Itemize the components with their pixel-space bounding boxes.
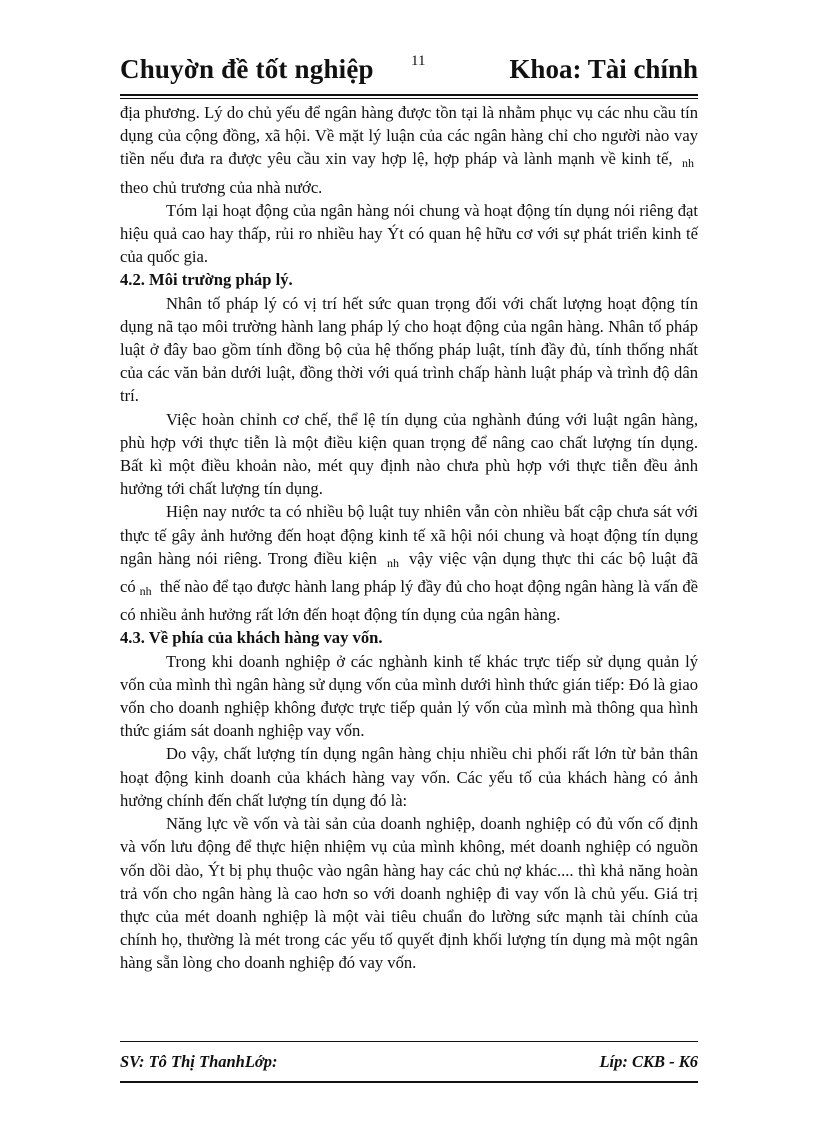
paragraph [120, 500, 698, 626]
footer-rule [120, 1041, 698, 1042]
subscript-fragment: nh [682, 156, 695, 171]
section-heading-4-3: 4.3. Về phía của khách hàng vay vốn. [120, 628, 383, 648]
paragraph: Do vậy, chất lượng tín dụng ngân hàng chịu nhiều chi phối rất lớn từ bản thân hoạt động kinh doanh của khách hàng vay vốn. Các yếu tố của khách hàng có ảnh hưởng chính đến chất lượng tín dụng đó là: [120, 744, 698, 810]
page-footer [120, 1052, 698, 1078]
paragraph-text: theo chủ trương của nhà nước. [120, 177, 323, 197]
page-number: 11 [411, 53, 426, 69]
paragraph: Năng lực về vốn và tài sản của doanh nghiệp, doanh nghiệp có đủ vốn cố định và vốn lưu động để thực hiện nhiệm vụ của mình không, mét doanh nghiệp có nguồn vốn dồi dào, Ýt bị phụ thuộc vào ngân hàng hay các chủ nợ khác.... thì khả năng hoàn trả vốn cho ngân hàng là cao hơn so với doanh nghiệp đi vay vốn là chủ yếu. Giá trị thực của mét doanh nghiệp là một vài tiêu chuẩn đo lường sức mạnh tài chính của chính họ, thường là mét trong các yếu tố quyết định khối lượng tín dụng mà một ngân hàng sẵn lòng cho doanh nghiệp đó vay vốn. [120, 814, 698, 973]
paragraph: Việc hoàn chỉnh cơ chế, thể lệ tín dụng của nghành đúng với luật ngân hàng, phù hợp với thực tiễn là một điều kiện quan trọng để nâng cao chất lượng tín dụng. Bất kì một điều khoản nào, mét quy định nào chưa phù hợp với thực tiễn đều ảnh hưởng tới chất lượng tín dụng. [120, 409, 698, 499]
page-header [120, 52, 698, 92]
page-body [120, 101, 698, 975]
subscript-fragment: nh [386, 555, 399, 570]
paragraph [120, 101, 698, 199]
header-rule [120, 94, 698, 96]
section-heading-4-2: 4.2. Môi trường pháp lý. [120, 270, 293, 290]
footer-rule-thick [120, 1081, 698, 1083]
paragraph-text: thế nào để tạo được hành lang pháp lý đầy đủ cho hoạt động ngân hàng là vấn đề có nhiều ảnh hưởng rất lớn đến hoạt động tín dụng của ngân hàng. [120, 577, 698, 625]
paragraph: Trong khi doanh nghiệp ở các nghành kinh tế khác trực tiếp sử dụng quản lý vốn của mình thì ngân hàng sử dụng vốn của mình dưới hình thức gián tiếp: Đó là giao vốn cho doanh nghiệp không được trực tiếp quản lý vốn của mình mà thông qua hình thức giám sát doanh nghiệp vay vốn. [120, 651, 698, 741]
paragraph-text: vậy việc vận dụng thực thi các bộ luật đã có [120, 548, 698, 597]
paragraph: Tóm lại hoạt động của ngân hàng nói chung và hoạt động tín dụng nói riêng đạt hiệu quả cao hay thấp, rủi ro nhiều hay Ýt có quan hệ hữu cơ với sự phát triển kinh tế của quốc gia. [120, 200, 698, 267]
subscript-fragment: nh [139, 584, 152, 599]
footer-class: Líp: CKB - K6 [599, 1052, 698, 1071]
header-title: Chuyờn đề tốt nghiệp [120, 54, 374, 84]
paragraph: Nhân tố pháp lý có vị trí hết sức quan trọng đối với chất lượng hoạt động tín dụng nã tạo môi trường hành lang pháp lý cho hoạt động của ngân hàng. Nhân tố pháp luật ở đây bao gồm tính đồng bộ của hệ thống pháp luật, tính đầy đủ, tính thống nhất của các văn bản dưới luật, đồng thời với quá trình chấp hành luật pháp và trình độ dân trí. [120, 293, 698, 406]
paragraph-text: Hiện nay nước ta có nhiều bộ luật tuy nhiên vẫn còn nhiều bất cập chưa sát với thực tế gây ảnh hưởng đến hoạt động kinh tế xã hội nói chung và hoạt động tín dụng ngân hàng nói riêng. Trong điều kiện [120, 502, 698, 568]
paragraph-text: địa phương. Lý do chủ yếu để ngân hàng được tồn tại là nhằm phục vụ các nhu cầu tín dụng của cộng đồng, xã hội. Về mặt lý luận của các ngân hàng chỉ cho người nào vay tiền nếu đưa ra được yêu cầu xin vay hợp lệ, hợp pháp và lành mạnh về kinh tế, [120, 103, 698, 169]
header-rule-thin [120, 98, 698, 99]
header-faculty: Khoa: Tài chính [509, 54, 698, 84]
footer-student: SV: Tô Thị ThanhLớp: [120, 1052, 278, 1071]
